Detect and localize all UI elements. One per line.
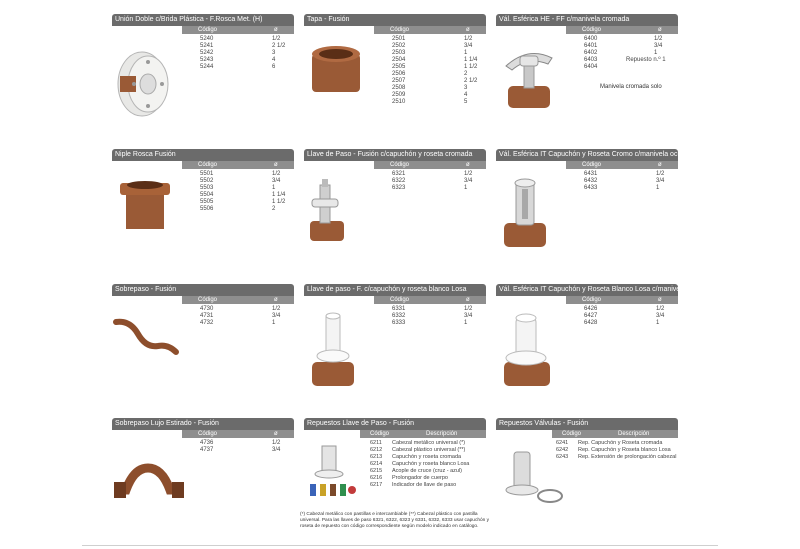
table-rows	[374, 306, 486, 327]
flange-union-image	[112, 42, 174, 122]
product-panel-sobrepaso	[112, 284, 294, 394]
size-cell: 3/4	[464, 43, 473, 49]
column-header	[374, 161, 486, 169]
table-row	[374, 57, 486, 64]
code-cell: 6323	[392, 185, 406, 191]
column-header	[374, 26, 486, 34]
code-cell: 6217	[370, 482, 383, 488]
panel-title: Niple Rosca Fusión	[112, 149, 294, 161]
table-row	[566, 171, 678, 178]
table-row	[374, 43, 486, 50]
code-cell: 6427	[584, 313, 598, 319]
table-row	[182, 185, 294, 192]
product-panel-valvula-it-cromo	[496, 149, 689, 259]
size-cell: 1	[272, 320, 276, 326]
table-row	[566, 313, 678, 320]
table-row	[374, 185, 486, 192]
code-cell: 2504	[392, 57, 406, 63]
table-row	[566, 57, 678, 64]
size-cell: 1	[654, 50, 658, 56]
size-cell: 6	[272, 64, 276, 70]
chrome-stop-valve-image	[306, 175, 356, 245]
table-row	[566, 36, 678, 43]
description-cell: Rep. Capuchón y Roseta blanco Losa	[578, 447, 671, 453]
table-row	[182, 178, 294, 185]
table-row	[360, 468, 486, 475]
product-panel-union-doble	[112, 14, 294, 134]
table-rows	[374, 171, 486, 192]
size-cell: 3/4	[656, 313, 665, 319]
column-diameter-label: ø	[466, 27, 470, 33]
column-code-label: Código	[390, 297, 410, 303]
code-cell: 5504	[200, 192, 214, 198]
product-panel-tapa	[304, 14, 486, 124]
size-cell: 4	[464, 92, 468, 98]
product-panel-valvula-it-blanco	[496, 284, 707, 394]
description-cell: Capuchón y roseta cromada	[392, 454, 462, 460]
column-diameter-label: ø	[658, 27, 662, 33]
table-row	[360, 454, 486, 461]
code-cell: 6242	[556, 447, 569, 453]
column-diameter-label: ø	[466, 162, 470, 168]
table-row	[182, 320, 294, 327]
description-cell: Capuchón y roseta blanco Losa	[392, 461, 470, 467]
white-stop-valve-image	[308, 310, 362, 390]
table-row	[182, 313, 294, 320]
column-diameter-label: ø	[274, 162, 278, 168]
chrome-handle-valve-image	[498, 38, 560, 114]
column-header	[566, 26, 678, 34]
size-cell: 1/2	[272, 306, 281, 312]
panel-title: Llave de paso - F. c/capuchón y roseta blanco Losa	[304, 284, 486, 296]
table-row	[182, 171, 294, 178]
description-cell: Indicador de llave de paso	[392, 482, 457, 488]
column-diameter-label: ø	[274, 27, 278, 33]
table-rows	[566, 36, 678, 71]
valve-spare-parts-image	[500, 447, 569, 510]
column-header	[566, 296, 678, 304]
size-cell: 1	[272, 185, 276, 191]
size-cell: 1	[464, 185, 468, 191]
table-row	[552, 454, 678, 461]
size-cell: 2	[464, 71, 468, 77]
code-cell: 4736	[200, 440, 214, 446]
table-rows	[182, 171, 294, 213]
panel-title: Sobrepaso Lujo Estirado - Fusión	[112, 418, 294, 430]
code-cell: 6333	[392, 320, 406, 326]
code-cell: 2502	[392, 43, 406, 49]
table-row	[566, 320, 678, 327]
size-cell: 1 1/4	[464, 57, 478, 63]
table-row	[374, 313, 486, 320]
size-cell: 1/2	[272, 36, 281, 42]
code-cell: 5243	[200, 57, 214, 63]
code-cell: 4730	[200, 306, 214, 312]
size-cell: 3/4	[272, 178, 281, 184]
table-row	[374, 178, 486, 185]
table-row	[182, 50, 294, 57]
column-header	[566, 161, 678, 169]
code-cell: 4732	[200, 320, 214, 326]
column-code-label: Código	[582, 297, 602, 303]
size-cell: 1	[464, 320, 468, 326]
table-row	[182, 206, 294, 213]
note-text: Manivela cromada solo	[600, 84, 662, 90]
column-header	[360, 430, 486, 438]
size-cell: 1 1/2	[272, 199, 286, 205]
table-row	[182, 306, 294, 313]
code-cell: 2503	[392, 50, 406, 56]
table-row	[182, 36, 294, 43]
code-cell: 6428	[584, 320, 598, 326]
code-cell: 6211	[370, 440, 382, 446]
table-row	[182, 440, 294, 447]
size-cell: 3/4	[464, 313, 473, 319]
table-row	[374, 306, 486, 313]
code-cell: 6432	[584, 178, 598, 184]
panel-title: Sobrepaso - Fusión	[112, 284, 294, 296]
column-diameter-label: ø	[466, 297, 470, 303]
panel-title: Vál. Esférica IT Capuchón y Roseta Cromo c/manivela oculta	[496, 149, 678, 161]
size-cell: 1	[656, 185, 660, 191]
product-panel-repuestos-valvulas	[496, 418, 678, 510]
size-cell: 1 1/4	[272, 192, 286, 198]
table-row	[374, 320, 486, 327]
table-rows	[360, 440, 486, 489]
code-cell: 2507	[392, 78, 406, 84]
crossover-image	[112, 312, 182, 362]
code-cell: 2505	[392, 64, 406, 70]
table-row	[182, 57, 294, 64]
column-header	[182, 430, 294, 438]
description-cell: Rep. Capuchón y Roseta cromada	[578, 440, 663, 446]
size-cell: 3	[272, 50, 276, 56]
code-cell: 2508	[392, 85, 406, 91]
footnote: (*) Cabezal metálico con pastillas e intercambiable (**) Cabezal plástico con pastilla universal. Para las llaves de paso 6321, 6322, 6323 y 6331, 6332, 6333 usar capuchón y roseta de repuesto con código correspondiente según modelo indicado en catálogo.	[300, 512, 490, 529]
code-cell: 6212	[370, 447, 383, 453]
table-row	[182, 64, 294, 71]
description-cell: Acople de cruce (cruz - azul)	[392, 468, 462, 474]
chrome-ball-valve-image	[500, 175, 554, 251]
column-code-label: Código	[582, 162, 602, 168]
table-row	[374, 99, 486, 106]
table-row	[182, 199, 294, 206]
code-cell: 6332	[392, 313, 406, 319]
table-row	[566, 50, 678, 57]
size-cell: 3/4	[656, 178, 665, 184]
product-panel-valvula-he-ff	[496, 14, 678, 124]
code-cell: 6321	[392, 171, 406, 177]
product-panel-repuestos-llave	[304, 418, 486, 510]
table-row	[566, 43, 678, 50]
table-rows	[182, 306, 294, 327]
panel-title: Repuestos Válvulas - Fusión	[496, 418, 678, 430]
code-cell: 2509	[392, 92, 406, 98]
code-cell: 5503	[200, 185, 214, 191]
column-code-label: Código	[198, 162, 218, 168]
size-cell: 1/2	[654, 36, 663, 42]
code-cell: 6426	[584, 306, 598, 312]
column-description-label: Descripción	[618, 431, 650, 437]
column-code-label: Código	[390, 27, 410, 33]
code-cell: 5501	[200, 171, 214, 177]
column-description-label: Descripción	[426, 431, 458, 437]
code-cell: 5502	[200, 178, 214, 184]
size-cell: 2 1/2	[272, 43, 286, 49]
size-cell: 3/4	[272, 313, 281, 319]
code-cell: 6400	[584, 36, 598, 42]
code-cell: 4731	[200, 313, 214, 319]
code-cell: 5505	[200, 199, 214, 205]
size-cell: 1/2	[464, 171, 473, 177]
size-cell: 2 1/2	[464, 78, 478, 84]
size-cell: 1/2	[464, 306, 473, 312]
column-code-label: Código	[198, 431, 218, 437]
code-cell: 6402	[584, 50, 598, 56]
column-code-label: Código	[198, 27, 218, 33]
column-code-label: Código	[370, 431, 390, 437]
column-header	[374, 296, 486, 304]
panel-title: Unión Doble c/Brida Plástica - F.Rosca Met. (H)	[112, 14, 294, 26]
size-cell: 3	[464, 85, 468, 91]
code-cell: 4737	[200, 447, 214, 453]
nipple-image	[114, 175, 176, 235]
code-cell: 6216	[370, 475, 383, 481]
size-cell: 1/2	[272, 440, 281, 446]
code-cell: 6243	[556, 454, 569, 460]
code-cell: 6214	[370, 461, 383, 467]
table-rows	[182, 440, 294, 454]
panel-title: Llave de Paso - Fusión c/capuchón y roseta cromada	[304, 149, 486, 161]
product-panel-llave-paso-blanco	[304, 284, 486, 394]
size-cell: 1/2	[656, 306, 665, 312]
code-cell: 6431	[584, 171, 598, 177]
column-header	[552, 430, 678, 438]
table-row	[360, 482, 486, 489]
table-row	[566, 178, 678, 185]
product-panel-sobrepaso-lujo	[112, 418, 294, 528]
size-cell: 5	[464, 99, 468, 105]
column-header	[182, 161, 294, 169]
size-cell: Repuesto n.º 1	[626, 57, 666, 63]
column-header	[182, 26, 294, 34]
table-row	[374, 85, 486, 92]
table-row	[374, 78, 486, 85]
table-row	[374, 50, 486, 57]
panel-title: Vál. Esférica IT Capuchón y Roseta Blanco Losa c/manivela oculta	[496, 284, 678, 296]
panel-title: Repuestos Llave de Paso - Fusión	[304, 418, 486, 430]
code-cell: 6433	[584, 185, 598, 191]
code-cell: 2501	[392, 36, 406, 42]
table-rows	[374, 36, 486, 106]
spare-parts-image	[306, 440, 360, 510]
description-cell: Prolongador de cuerpo	[392, 475, 448, 481]
code-cell: 2506	[392, 71, 406, 77]
column-code-label: Código	[390, 162, 410, 168]
size-cell: 3/4	[464, 178, 473, 184]
description-cell: Cabezal plástico universal (**)	[392, 447, 466, 453]
table-row	[360, 447, 486, 454]
cap-image	[306, 40, 368, 100]
table-row	[374, 171, 486, 178]
column-code-label: Código	[562, 431, 582, 437]
size-cell: 3/4	[654, 43, 663, 49]
code-cell: 6404	[584, 64, 598, 70]
product-panel-llave-paso-cromada	[304, 149, 486, 259]
table-row	[552, 447, 678, 454]
code-cell: 6331	[392, 306, 406, 312]
table-row	[374, 71, 486, 78]
table-rows	[566, 306, 678, 327]
size-cell: 4	[272, 57, 276, 63]
table-row	[182, 447, 294, 454]
code-cell: 6403	[584, 57, 598, 63]
table-row	[360, 440, 486, 447]
table-row	[552, 440, 678, 447]
code-cell: 6401	[584, 43, 598, 49]
size-cell: 1	[464, 50, 468, 56]
table-row	[566, 64, 678, 71]
table-row	[374, 64, 486, 71]
table-row	[374, 92, 486, 99]
table-row	[566, 306, 678, 313]
table-row	[182, 192, 294, 199]
code-cell: 5244	[200, 64, 214, 70]
table-rows	[182, 36, 294, 71]
deluxe-crossover-image	[112, 460, 186, 508]
white-ball-valve-image	[500, 310, 558, 390]
code-cell: 5506	[200, 206, 214, 212]
product-panel-niple-rosca	[112, 149, 294, 259]
table-row	[360, 461, 486, 468]
code-cell: 5242	[200, 50, 214, 56]
size-cell: 1/2	[464, 36, 473, 42]
column-diameter-label: ø	[658, 162, 662, 168]
code-cell: 6213	[370, 454, 383, 460]
column-code-label: Código	[198, 297, 218, 303]
size-cell: 2	[272, 206, 276, 212]
code-cell: 2510	[392, 99, 406, 105]
size-cell: 1/2	[272, 171, 281, 177]
description-cell: Cabezal metálico universal (*)	[392, 440, 466, 446]
size-cell: 1/2	[656, 171, 665, 177]
table-rows	[566, 171, 678, 192]
size-cell: 1 1/2	[464, 64, 478, 70]
size-cell: 3/4	[272, 447, 281, 453]
code-cell: 6322	[392, 178, 406, 184]
column-diameter-label: ø	[274, 431, 278, 437]
size-cell: 1	[656, 320, 660, 326]
table-row	[566, 185, 678, 192]
code-cell: 6241	[556, 440, 569, 446]
code-cell: 5240	[200, 36, 214, 42]
description-cell: Rep. Extensión de prolongación cabezal	[578, 454, 677, 460]
column-code-label: Código	[582, 27, 602, 33]
column-diameter-label: ø	[658, 297, 662, 303]
code-cell: 6215	[370, 468, 383, 474]
table-rows	[552, 440, 678, 461]
table-row	[182, 43, 294, 50]
panel-title: Tapa - Fusión	[304, 14, 486, 26]
code-cell: 5241	[200, 43, 214, 49]
panel-title: Vál. Esférica HE - FF c/manivela cromada	[496, 14, 678, 26]
table-row	[374, 36, 486, 43]
column-header	[182, 296, 294, 304]
divider	[82, 545, 718, 546]
table-row	[360, 475, 486, 482]
column-diameter-label: ø	[274, 297, 278, 303]
